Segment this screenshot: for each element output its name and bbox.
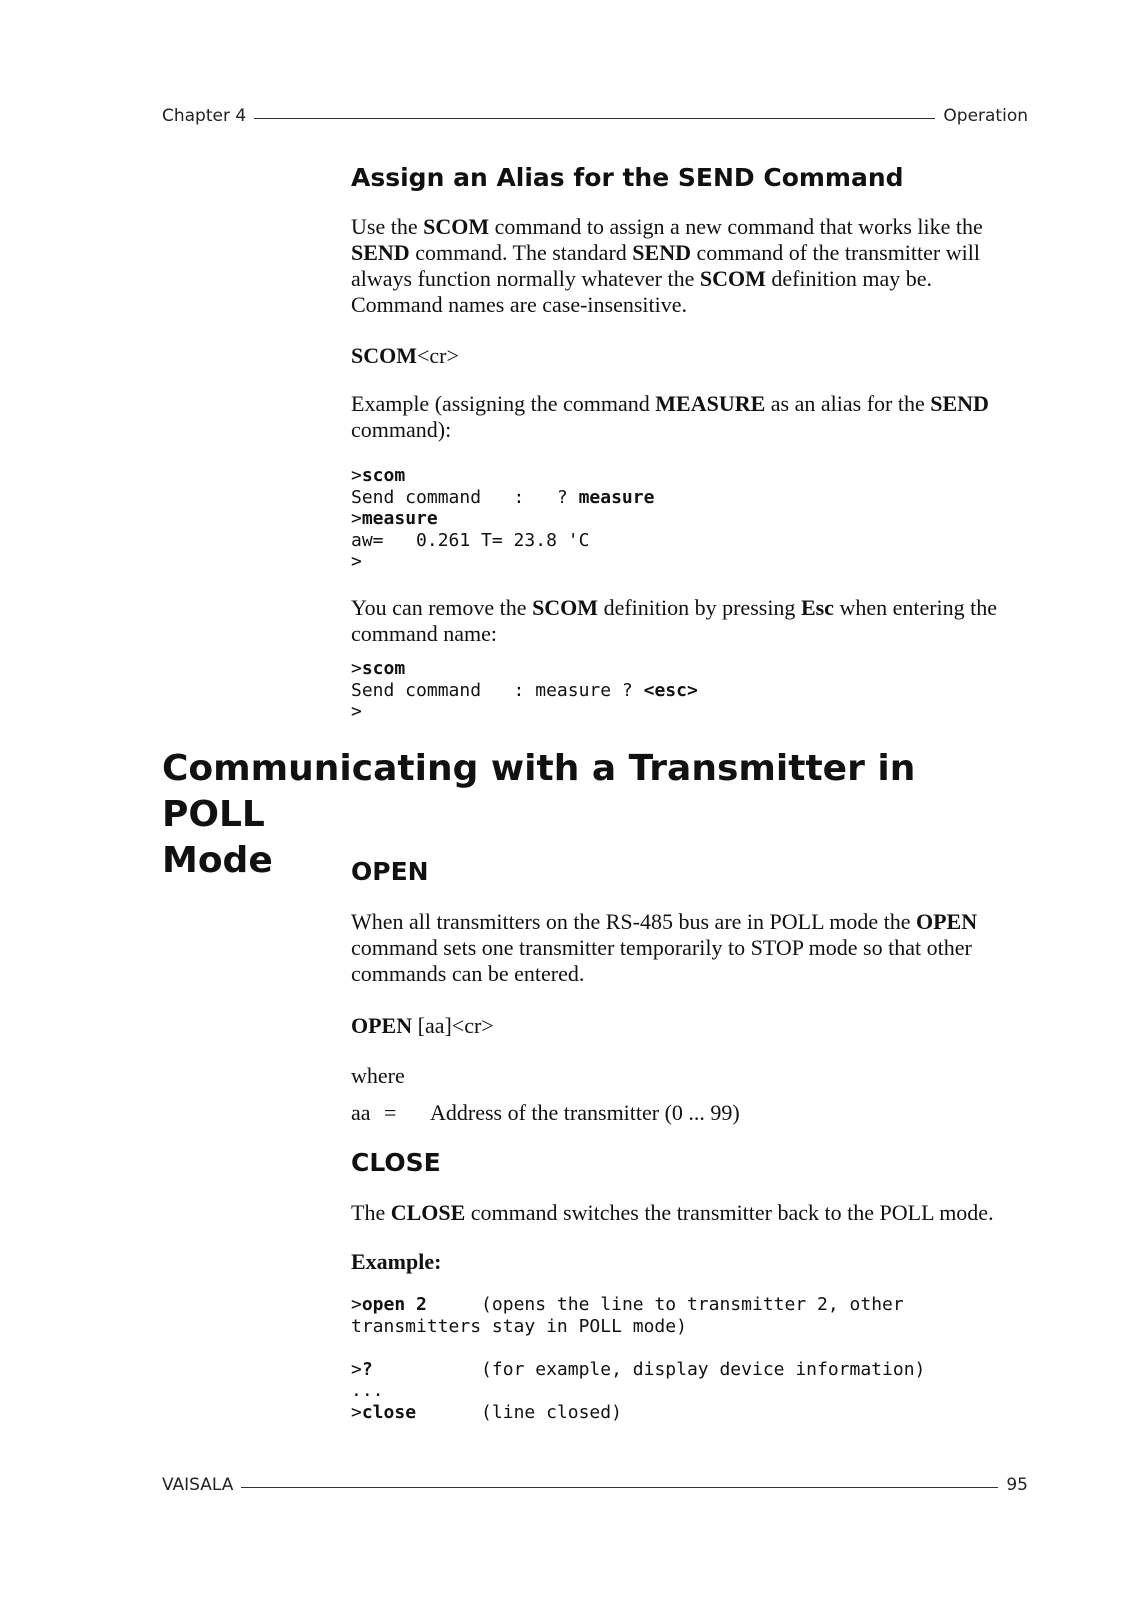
command-name: SCOM	[423, 214, 490, 239]
command-name: SCOM	[532, 595, 599, 620]
text: The	[351, 1200, 391, 1225]
example-label-text: Example:	[351, 1249, 442, 1274]
code-line: >open 2 (opens the line to transmitter 2, other	[351, 1294, 904, 1315]
section-heading-close: CLOSE	[351, 1148, 441, 1177]
code-line: >scom	[351, 465, 406, 486]
code-line: >measure	[351, 508, 438, 529]
footer-rule	[241, 1487, 998, 1488]
scom-syntax	[351, 343, 459, 369]
text: definition may be. Command names are case-insensitive.	[351, 266, 933, 317]
open-syntax	[351, 1013, 494, 1039]
command-name: SEND	[930, 391, 989, 416]
command-name: CLOSE	[390, 1200, 466, 1225]
text: command switches the transmitter back to the POLL mode.	[465, 1200, 994, 1225]
page-footer	[162, 1475, 1028, 1495]
code-example-remove	[351, 658, 698, 723]
text: When all transmitters on the RS-485 bus are in POLL mode the	[351, 909, 916, 934]
command-name: MEASURE	[655, 391, 766, 416]
command-name: SEND	[351, 240, 410, 265]
syntax-args: <cr>	[417, 343, 459, 368]
param-equals: =	[384, 1100, 397, 1125]
section-heading-open: OPEN	[351, 857, 429, 886]
header-rule	[254, 118, 935, 119]
key-name: Esc	[800, 595, 834, 620]
alias-intro-paragraph	[351, 214, 1028, 318]
remove-alias-paragraph	[351, 595, 1028, 647]
header-chapter: Chapter 4	[162, 106, 247, 126]
command-name: OPEN	[351, 1013, 413, 1038]
code-line: >scom	[351, 658, 406, 679]
text: when entering the command name:	[351, 595, 998, 646]
code-line: >? (for example, display device information)	[351, 1358, 926, 1380]
text: You can remove the	[351, 595, 533, 620]
code-line: transmitters stay in POLL mode)	[351, 1315, 687, 1337]
page-number: 95	[1006, 1475, 1028, 1495]
code-example-scom	[351, 465, 654, 573]
command-name: SCOM	[699, 266, 766, 291]
close-description	[351, 1200, 1028, 1226]
heading-line: Communicating with a Transmitter in POLL	[162, 748, 916, 835]
code-line: >	[351, 551, 362, 572]
code-example-open-close	[351, 1294, 925, 1423]
text: command):	[351, 417, 452, 442]
code-line: >	[351, 701, 362, 722]
code-line: ...	[351, 1380, 384, 1401]
syntax-args: [aa]<cr>	[412, 1013, 494, 1038]
code-line: aw= 0.261 T= 23.8 'C	[351, 529, 590, 551]
where-label: where	[351, 1063, 405, 1088]
code-line: Send command : measure ? <esc>	[351, 679, 698, 701]
chapter-heading-poll	[162, 746, 1028, 884]
command-name: OPEN	[915, 909, 978, 934]
text: command sets one transmitter temporarily to STOP mode so that other commands can be entered.	[351, 935, 972, 986]
header-section: Operation	[943, 106, 1028, 126]
text: command to assign a new command that works like the	[489, 214, 983, 239]
open-description	[351, 909, 1028, 987]
code-line: Send command : ? measure	[351, 486, 655, 508]
text: command of the transmitter will always function normally whatever the	[351, 240, 980, 291]
page-header	[162, 106, 1028, 126]
param-name: aa	[351, 1100, 371, 1125]
text: Use the	[351, 214, 424, 239]
heading-line: Mode	[162, 840, 273, 881]
section-heading-alias: Assign an Alias for the SEND Command	[351, 163, 904, 192]
param-description: Address of the transmitter (0 ... 99)	[430, 1100, 740, 1125]
code-line: >close (line closed)	[351, 1401, 622, 1423]
text: command. The standard	[409, 240, 633, 265]
text: definition by pressing	[598, 595, 801, 620]
footer-company: VAISALA	[162, 1475, 234, 1495]
alias-example-intro	[351, 391, 1028, 443]
example-label	[351, 1249, 441, 1275]
command-name: SCOM	[351, 343, 417, 368]
text: Example (assigning the command	[351, 391, 656, 416]
text: as an alias for the	[765, 391, 931, 416]
command-name: SEND	[632, 240, 691, 265]
param-definition	[351, 1100, 1028, 1126]
